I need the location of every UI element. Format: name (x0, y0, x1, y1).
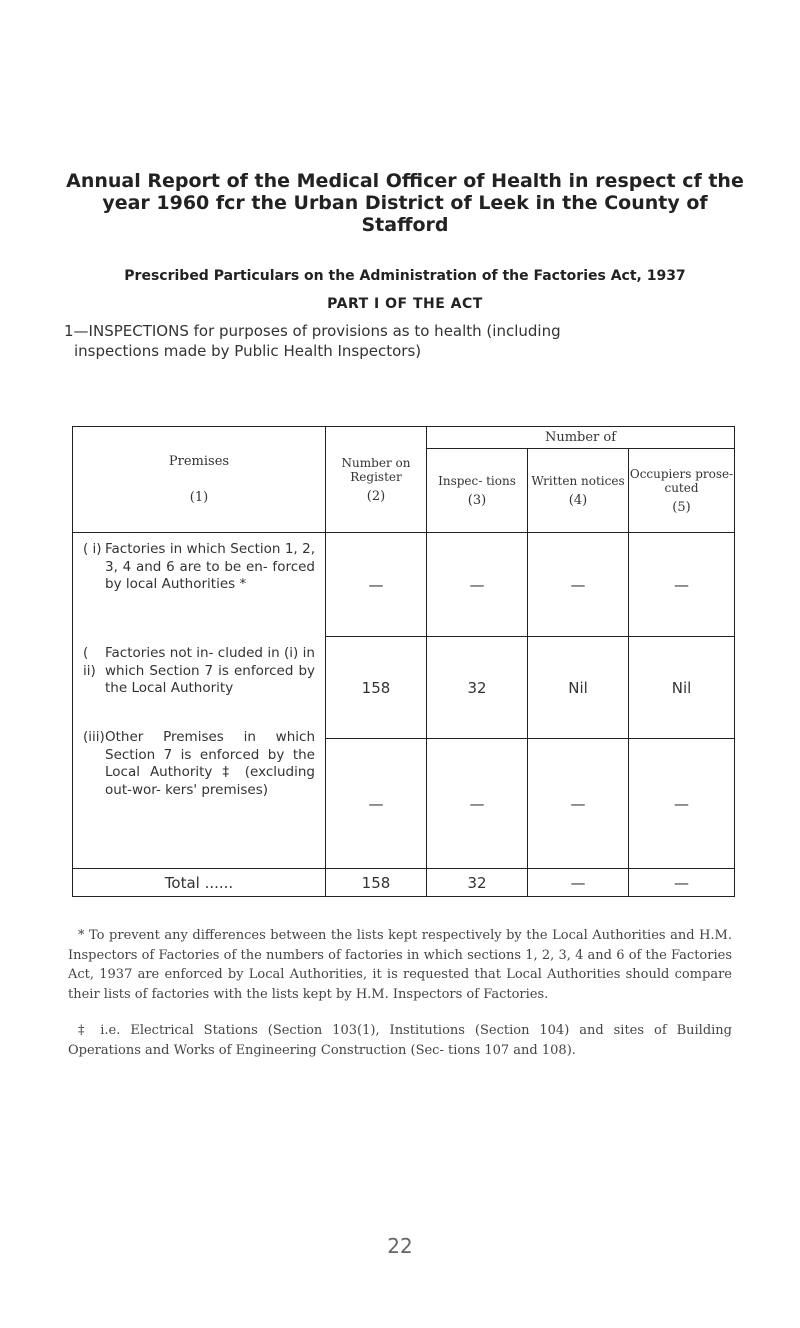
table-cell: — (427, 533, 528, 637)
footnotes (68, 926, 732, 1077)
section-heading (64, 321, 754, 361)
inspections-header (427, 449, 528, 533)
table-cell: — (528, 739, 629, 869)
table-cell: 32 (427, 637, 528, 739)
table-cell: — (326, 739, 427, 869)
inspections-header-label: Inspec- tions (438, 473, 516, 488)
register-header (326, 427, 427, 533)
premises-item-numeral: ( i) (83, 541, 102, 557)
footnote-double-dagger: ‡ i.e. Electrical Stations (Section 103(1), Institutions (Section 104) and sites of Building Operations and Works of Engineering Construction (Sec- tions 107 and 108). (68, 1023, 732, 1058)
premises-item-text: Factories in which Section 1, 2, 3, 4 and 6 are to be en- forced by local Authorities * (105, 541, 315, 592)
table-cell: — (629, 739, 735, 869)
section-heading-line1: 1—INSPECTIONS for purposes of provisions as to health (including (64, 322, 561, 340)
inspections-header-number: (3) (467, 492, 487, 508)
inspections-table (72, 426, 735, 897)
section-heading-line2: inspections made by Public Health Inspectors) (74, 342, 422, 360)
total-notices: — (528, 869, 629, 897)
prosecuted-header-number: (5) (672, 499, 691, 515)
number-of-header: Number of (427, 427, 735, 449)
table-cell: Nil (528, 637, 629, 739)
premises-item-numeral: (iii) (83, 729, 105, 745)
total-inspections: 32 (427, 869, 528, 897)
premises-item-numeral: ( ii) (83, 645, 96, 679)
premises-header-label: Premises (168, 454, 230, 469)
report-subtitle: Prescribed Particulars on the Administration of the Factories Act, 1937 (124, 268, 686, 284)
register-header-label: Number on Register (341, 455, 411, 484)
notices-header-label: Written notices (531, 473, 625, 488)
notices-header-number: (4) (568, 492, 588, 508)
total-prosecuted: — (629, 869, 735, 897)
part-heading: PART I OF THE ACT (327, 296, 483, 312)
table-cell: 158 (326, 637, 427, 739)
table-cell: — (427, 739, 528, 869)
footnote-asterisk: * To prevent any differences between the lists kept respectively by the Local Authorities and H.M. Inspectors of Factories of the numbers of factories in which sections 1, 2, 3, 4 and 6 of the Factories Act, 1937 are enforced by Local Authorities, it is requested that Local Authorities should compare their lists of factories with the lists kept by H.M. Inspectors of Factories. (68, 928, 732, 1002)
premises-header-number: (1) (189, 490, 209, 505)
table-cell: Nil (629, 637, 735, 739)
premises-item (83, 645, 315, 729)
prosecuted-header (629, 449, 735, 533)
page-number: 22 (387, 1234, 413, 1258)
total-register: 158 (326, 869, 427, 897)
total-label: Total ...... (73, 869, 326, 897)
premises-item (83, 729, 315, 799)
premises-header (73, 427, 326, 533)
table-cell: — (326, 533, 427, 637)
premises-item (83, 541, 315, 645)
premises-list-cell (73, 533, 326, 869)
premises-item-text: Other Premises in which Section 7 is enforced by the Local Authority ‡ (excluding out-wor- kers' premises) (105, 729, 315, 798)
table-cell: — (528, 533, 629, 637)
premises-item-text: Factories not in- cluded in (i) in which Section 7 is enforced by the Local Authority (105, 645, 315, 696)
register-header-number: (2) (366, 488, 386, 504)
prosecuted-header-label: Occupiers prose- cuted (629, 466, 734, 495)
report-title: Annual Report of the Medical Officer of Health in respect cf the year 1960 fcr the Urban District of Leek in the County of Stafford (66, 170, 744, 236)
table-cell: — (629, 533, 735, 637)
notices-header (528, 449, 629, 533)
